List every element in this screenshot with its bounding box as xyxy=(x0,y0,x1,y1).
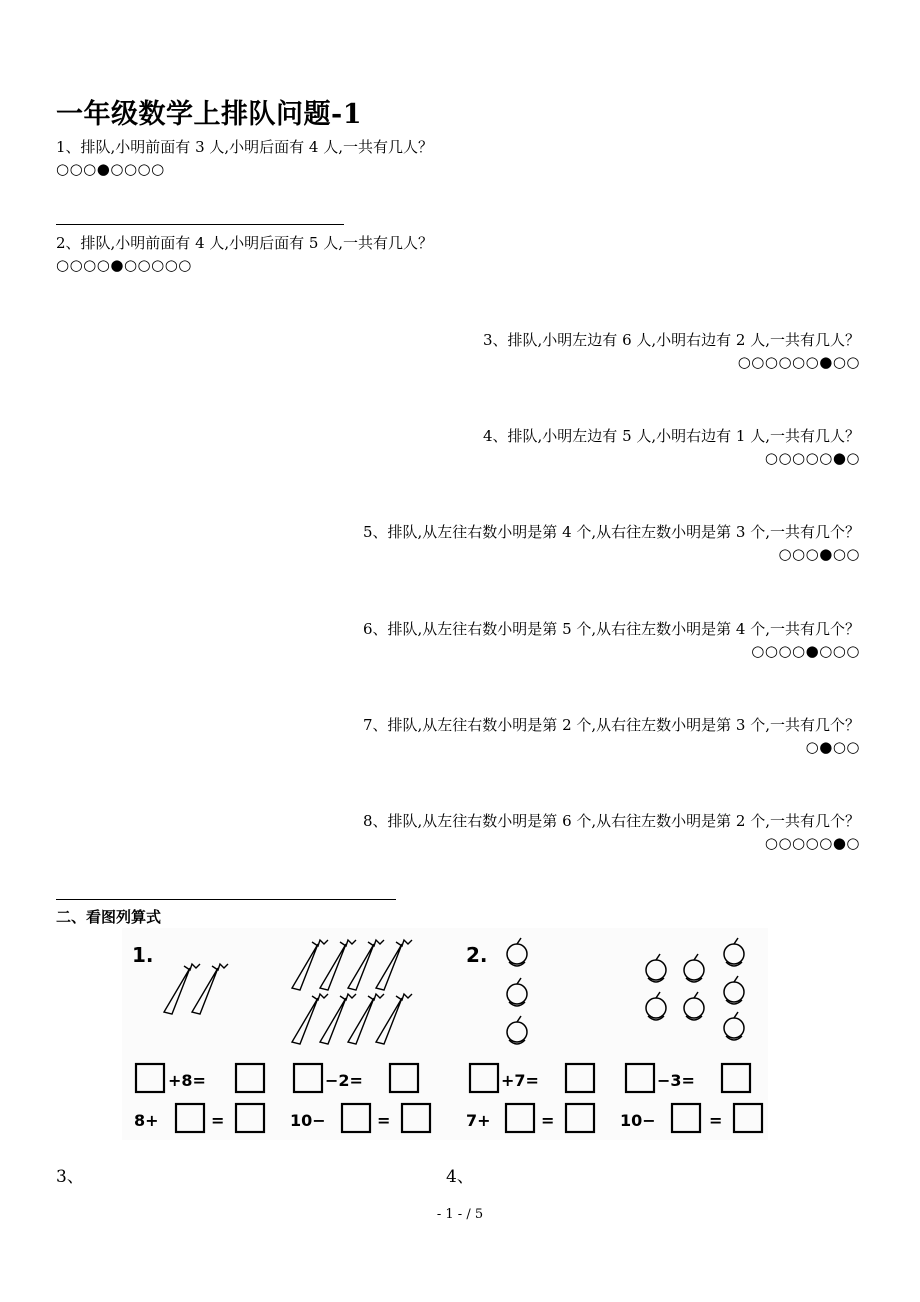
figure-label-2: 2. xyxy=(466,943,488,967)
section-2-heading: 二、看图列算式 xyxy=(56,908,162,926)
equation-op: = xyxy=(541,1111,555,1130)
question-1-circles: ○○○●○○○○ xyxy=(56,160,165,178)
question-4-text: 4、排队,小明左边有 5 人,小明右边有 1 人,一共有几人？ xyxy=(482,427,860,445)
question-3-circles: ○○○○○○●○○ xyxy=(737,353,860,371)
equation-op: = xyxy=(709,1111,723,1130)
picture-equation-figure xyxy=(122,928,768,1140)
equation-op: 10− xyxy=(620,1111,656,1130)
answer-line-1 xyxy=(56,224,344,225)
equation-op: = xyxy=(211,1111,225,1130)
question-7-circles: ○●○○ xyxy=(805,738,860,756)
equation-op: 10− xyxy=(290,1111,326,1130)
question-2-text: 2、排队,小明前面有 4 人,小明后面有 5 人,一共有几人？ xyxy=(56,234,434,252)
question-6-circles: ○○○○●○○○ xyxy=(751,642,860,660)
equation-op: −3= xyxy=(657,1071,695,1090)
sub-question-4-label: 4、 xyxy=(446,1167,474,1187)
question-3-text: 3、排队,小明左边有 6 人,小明右边有 2 人,一共有几人？ xyxy=(482,331,860,349)
question-6-text: 6、排队,从左往右数小明是第 5 个,从右往左数小明是第 4 个,一共有几个？ xyxy=(362,620,860,638)
question-2-circles: ○○○○●○○○○○ xyxy=(56,256,192,274)
question-1-text: 1、排队,小明前面有 3 人,小明后面有 4 人,一共有几人？ xyxy=(56,138,434,156)
page-number: - 1 - / 5 xyxy=(436,1207,484,1222)
equation-op: 8+ xyxy=(134,1111,159,1130)
equation-op: −2= xyxy=(325,1071,363,1090)
equation-op: 7+ xyxy=(466,1111,491,1130)
equation-op: = xyxy=(377,1111,391,1130)
question-8-circles: ○○○○○●○ xyxy=(764,834,860,852)
sub-question-3-label: 3、 xyxy=(56,1167,84,1187)
question-7-text: 7、排队,从左往右数小明是第 2 个,从右往左数小明是第 3 个,一共有几个？ xyxy=(362,716,860,734)
equation-op: +8= xyxy=(168,1071,206,1090)
question-5-circles: ○○○●○○ xyxy=(778,545,860,563)
question-8-text: 8、排队,从左往右数小明是第 6 个,从右往左数小明是第 2 个,一共有几个？ xyxy=(362,812,860,830)
equation-op: +7= xyxy=(501,1071,539,1090)
question-5-text: 5、排队,从左往右数小明是第 4 个,从右往左数小明是第 3 个,一共有几个？ xyxy=(362,523,860,541)
figure-label-1: 1. xyxy=(132,943,154,967)
question-4-circles: ○○○○○●○ xyxy=(764,449,860,467)
section-divider xyxy=(56,899,396,900)
page-title: 一年级数学上排队问题-1 xyxy=(56,99,362,130)
